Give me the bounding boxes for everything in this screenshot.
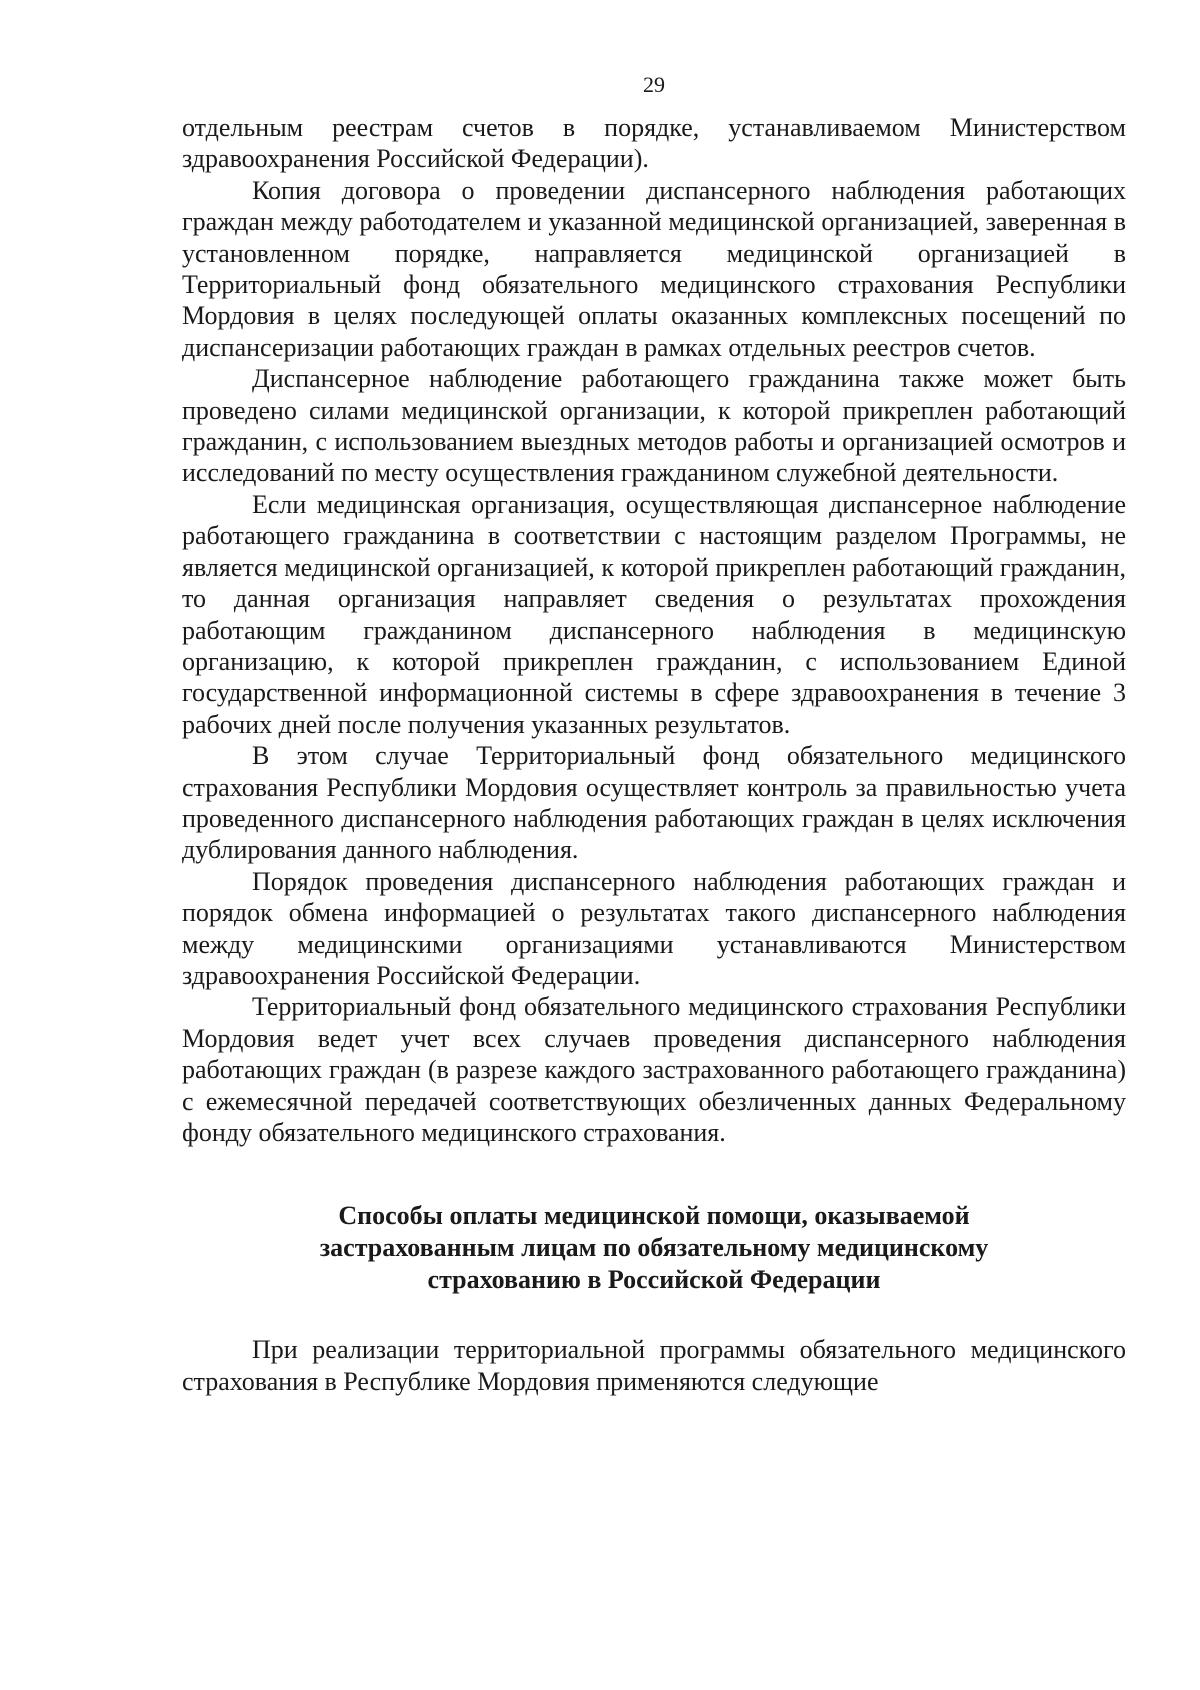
- paragraph: Копия договора о проведении диспансерного наблюдения работающих граждан между работодателем и указанной медицинской организацией, заверенная в установленном порядке, направляется медицинской организацией в Территориальный фонд обязательного медицинского страхования Республики Мордовия в целях последующей оплаты оказанных комплексных посещений по диспансеризации работающих граждан в рамках отдельных реестров счетов.: [182, 175, 1126, 362]
- document-page: [182, 70, 1126, 1670]
- section-heading-line: застрахованным лицам по обязательному медицинскому: [319, 1233, 989, 1263]
- section-body: [182, 1334, 1126, 1397]
- paragraph: Порядок проведения диспансерного наблюдения работающих граждан и порядок обмена информацией о результатах такого диспансерного наблюдения между медицинскими организациями устанавливаются Министерством здравоохранения Российской Федерации.: [182, 866, 1126, 990]
- section-heading-line: страхованию в Российской Федерации: [427, 1265, 881, 1295]
- paragraph: При реализации территориальной программы обязательного медицинского страхования в Республике Мордовия применяются следующие: [182, 1335, 1126, 1396]
- paragraph: Территориальный фонд обязательного медицинского страхования Республики Мордовия ведет учет всех случаев проведения диспансерного наблюдения работающих граждан (в разрезе каждого застрахованного работающего гражданина) с ежемесячной передачей соответствующих обезличенных данных Федеральному фонду обязательного медицинского страхования.: [182, 992, 1126, 1147]
- paragraph: Если медицинская организация, осуществляющая диспансерное наблюдение работающего гражданина в соответствии с настоящим разделом Программы, не является медицинской организацией, к которой прикреплен работающий гражданин, то данная организация направляет сведения о результатах прохождения работающим гражданином диспансерного наблюдения в медицинскую организацию, к которой прикреплен гражданин, с использованием Единой государственной информационной системы в сфере здравоохранения в течение 3 рабочих дней после получения указанных результатов.: [182, 489, 1126, 739]
- section-heading-line: Способы оплаты медицинской помощи, оказываемой: [338, 1201, 970, 1231]
- paragraph: В этом случае Территориальный фонд обязательного медицинского страхования Республики Мордовия осуществляет контроль за правильностью учета проведенного диспансерного наблюдения работающих граждан в целях исключения дублирования данного наблюдения.: [182, 741, 1126, 865]
- paragraph-continuation: отдельным реестрам счетов в порядке, устанавливаемом Министерством здравоохранения Российской Федерации).: [182, 113, 1126, 174]
- paragraph: Диспансерное наблюдение работающего гражданина также может быть проведено силами медицинской организации, к которой прикреплен работающий гражданин, с использованием выездных методов работы и организацией осмотров и исследований по месту осуществления гражданином служебной деятельности.: [182, 364, 1126, 488]
- document-body: [182, 112, 1126, 1148]
- page-number: 29: [643, 72, 665, 97]
- section-heading: [182, 1200, 1126, 1296]
